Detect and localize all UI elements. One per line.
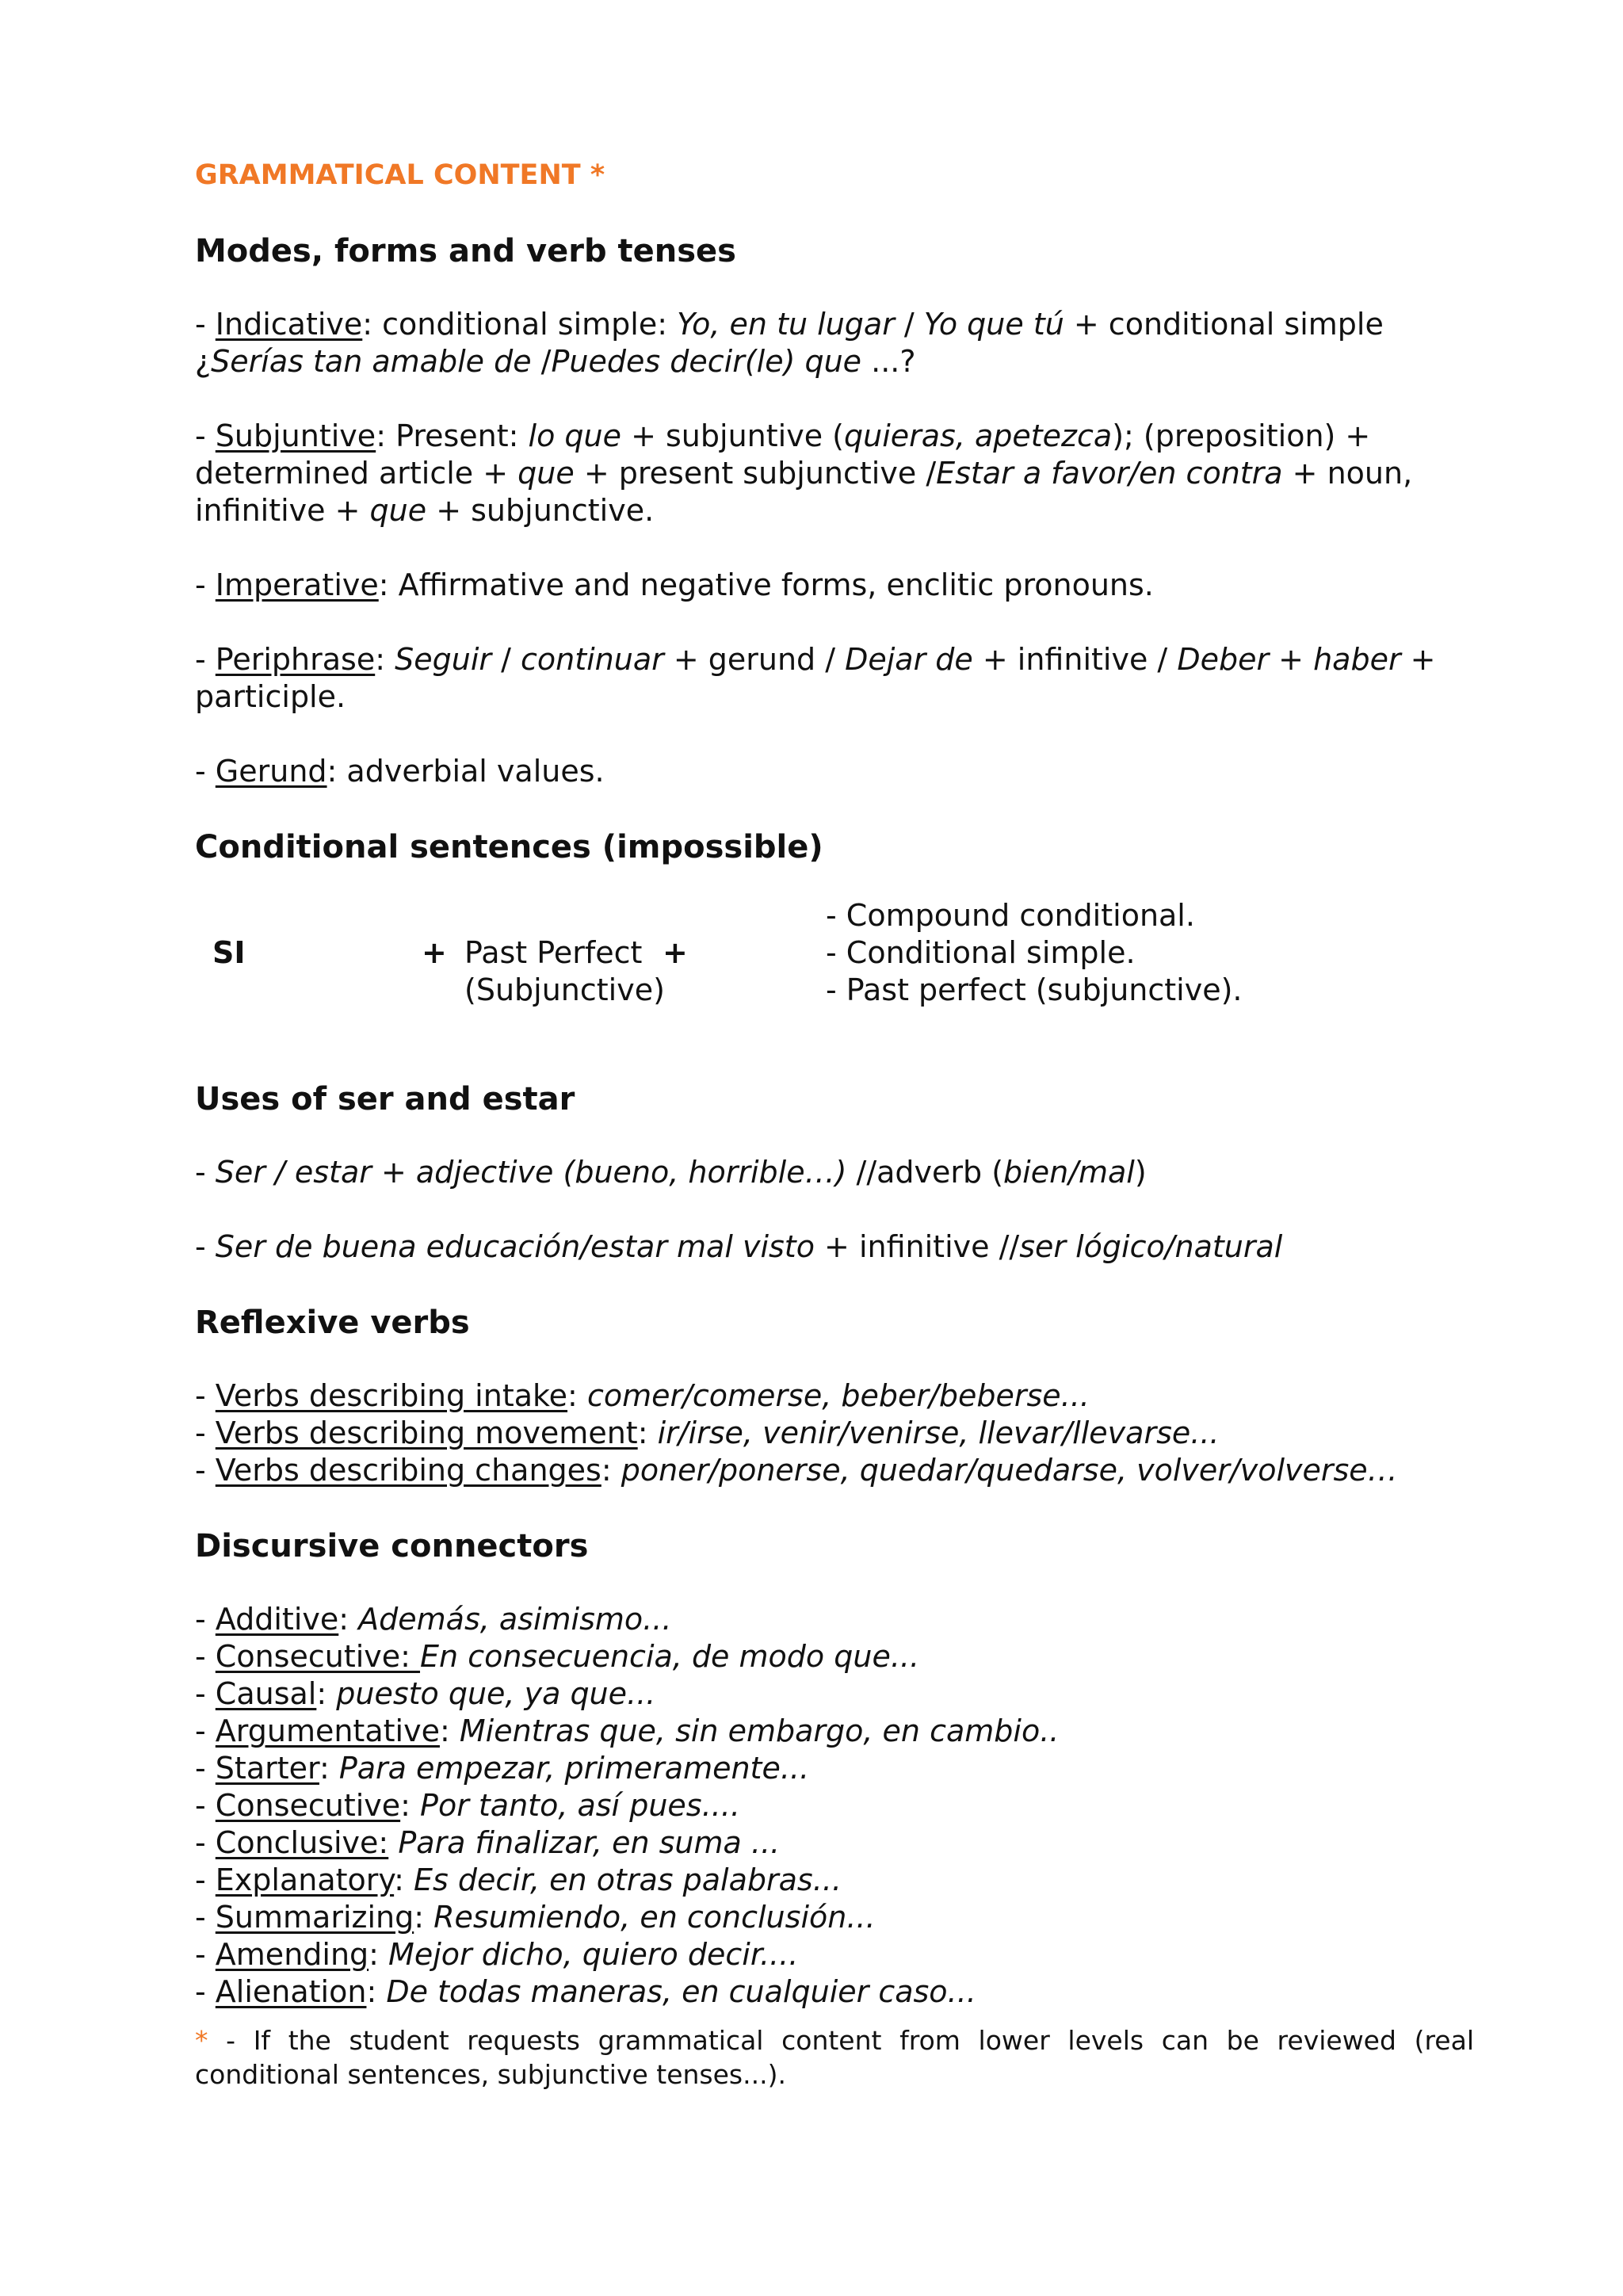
list-item: - Explanatory: Es decir, en otras palabras... [195, 1862, 842, 1897]
page-title: GRAMMATICAL CONTENT * [195, 159, 605, 191]
cond-plus: + [663, 935, 688, 970]
conditional-table [195, 897, 1474, 1038]
list-item: - Summarizing: Resumiendo, en conclusión... [195, 1900, 876, 1935]
section-heading-connectors: Discursive connectors [195, 1528, 589, 1564]
list-item: - Verbs describing intake: comer/comerse, beber/beberse... [195, 1378, 1090, 1413]
cond-option: - Past perfect (subjunctive). [826, 972, 1243, 1007]
section-heading-reflexive: Reflexive verbs [195, 1305, 470, 1341]
subjunctive-label: Subjuntive [215, 418, 376, 453]
list-item: - Argumentative: Mientras que, sin embargo, en cambio.. [195, 1713, 1060, 1748]
cond-si: SI [212, 935, 246, 970]
list-item: - Starter: Para empezar, primeramente... [195, 1751, 810, 1786]
section-heading-modes: Modes, forms and verb tenses [195, 233, 736, 269]
indicative-label: Indicative [215, 307, 363, 342]
cond-option: - Conditional simple. [826, 935, 1136, 970]
section-heading-conditional: Conditional sentences (impossible) [195, 829, 823, 865]
reflexive-list [195, 1377, 1474, 1489]
periphrase-label: Periphrase [215, 642, 376, 677]
list-item: - Alienation: De todas maneras, en cualquier caso... [195, 1974, 976, 2009]
periphrase-line: - Periphrase: Seguir / continuar + gerund / Dejar de + infinitive / Deber + haber + participle. [195, 642, 1436, 714]
imperative-line: - Imperative: Affirmative and negative forms, enclitic pronouns. [195, 567, 1154, 602]
footnote: * - If the student requests grammatical content from lower levels can be reviewed (real conditional sentences, subjunctive tenses...). [195, 2025, 1474, 2090]
connectors-list [195, 1601, 1474, 2011]
indicative-line: - Indicative: conditional simple: Yo, en tu lugar / Yo que tú + conditional simple ¿Serías tan amable de /Puedes decir(le) que ...? [195, 307, 1384, 379]
cond-past-perfect: Past Perfect (Subjunctive) [464, 935, 665, 1007]
footnote-asterisk: * [195, 2025, 208, 2056]
list-item: - Additive: Además, asimismo... [195, 1602, 672, 1637]
list-item: - Causal: puesto que, ya que... [195, 1676, 656, 1711]
list-item: - Amending: Mejor dicho, quiero decir.... [195, 1937, 799, 1972]
gerund-label: Gerund [215, 754, 327, 789]
ser-estar-line-2: - Ser de buena educación/estar mal visto + infinitive //ser lógico/natural [195, 1229, 1283, 1264]
cond-option: - Compound conditional. [826, 898, 1195, 933]
cond-plus: + [422, 935, 447, 970]
list-item: - Consecutive: En consecuencia, de modo que... [195, 1639, 920, 1674]
cond-options [826, 897, 1243, 1009]
list-item: - Consecutive: Por tanto, así pues.... [195, 1788, 740, 1823]
document-page [195, 157, 1474, 2129]
ser-estar-line-1: - Ser / estar + adjective (bueno, horrible…) //adverb (bien/mal) [195, 1155, 1147, 1190]
list-item: - Verbs describing movement: ir/irse, venir/venirse, llevar/llevarse... [195, 1415, 1220, 1450]
subjunctive-line: - Subjuntive: Present: lo que + subjuntive (quieras, apetezca); (preposition) + determined article + que + present subjunctive /Estar a favor/en contra + noun, infinitive + que + subjunctive. [195, 418, 1413, 528]
list-item: - Verbs describing changes: poner/ponerse, quedar/quedarse, volver/volverse… [195, 1453, 1398, 1488]
imperative-label: Imperative [215, 567, 379, 602]
section-heading-ser-estar: Uses of ser and estar [195, 1081, 575, 1117]
list-item: - Conclusive: Para finalizar, en suma ... [195, 1825, 781, 1860]
gerund-line: - Gerund: adverbial values. [195, 754, 605, 789]
